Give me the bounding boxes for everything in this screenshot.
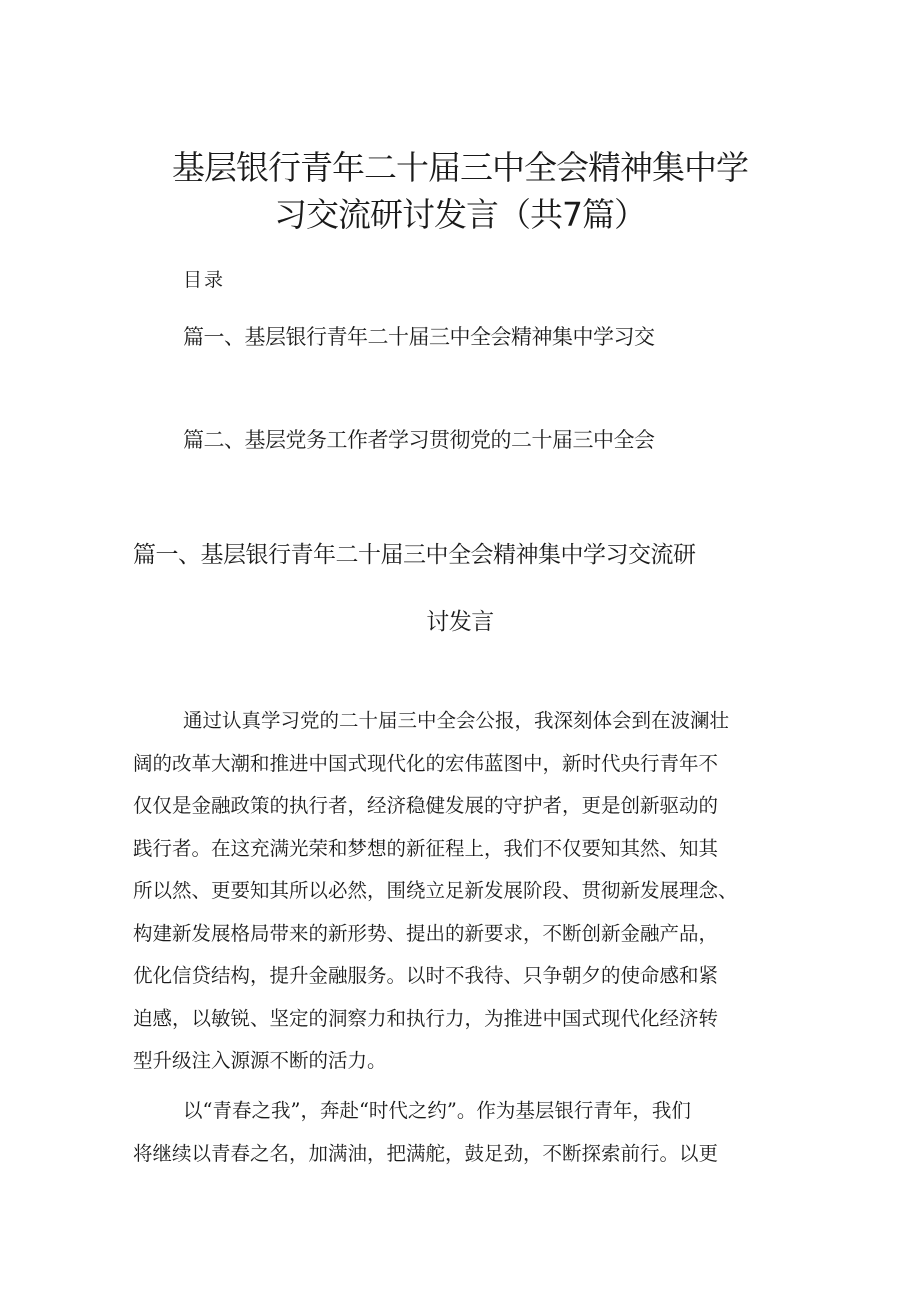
title-line-1: 基层银行青年二十届三中全会精神集中学 xyxy=(172,148,748,187)
section-heading-line-2: 讨发言 xyxy=(426,609,494,635)
document-title xyxy=(0,144,920,238)
paragraph-2 xyxy=(133,1090,803,1175)
paragraph-line: 所以然、更要知其所以必然，围绕立足新发展阶段、贯彻新发展理念、 xyxy=(133,879,738,902)
toc-item-2[interactable]: 篇二、基层党务工作者学习贯彻党的二十届三中全会 xyxy=(183,428,655,452)
paragraph-line: 以“青春之我”，奔赴“时代之约”。作为基层银行青年，我们 xyxy=(183,1099,691,1122)
paragraph-line: 仅仅是金融政策的执行者，经济稳健发展的守护者，更是创新驱动的 xyxy=(133,794,719,817)
paragraph-line: 通过认真学习党的二十届三中全会公报，我深刻体会到在波澜壮 xyxy=(183,709,730,732)
toc-item-1[interactable]: 篇一、基层银行青年二十届三中全会精神集中学习交 xyxy=(183,325,655,349)
paragraph-line: 优化信贷结构，提升金融服务。以时不我待、只争朝夕的使命感和紧 xyxy=(133,964,719,987)
paragraph-line: 型升级注入源源不断的活力。 xyxy=(133,1049,387,1072)
paragraph-line: 构建新发展格局带来的新形势、提出的新要求，不断创新金融产品， xyxy=(133,921,719,945)
toc-label: 目录 xyxy=(183,269,226,291)
paragraph-line: 阔的改革大潮和推进中国式现代化的宏伟蓝图中，新时代央行青年不 xyxy=(133,751,719,775)
paragraph-line: 将继续以青春之名，加满油，把满舵，鼓足劲，不断探索前行。以更 xyxy=(133,1141,719,1165)
section-heading-line-1: 篇一、基层银行青年二十届三中全会精神集中学习交流研 xyxy=(133,542,696,568)
paragraph-line: 迫感，以敏锐、坚定的洞察力和执行力，为推进中国式现代化经济转 xyxy=(133,1006,719,1030)
paragraph-line: 践行者。在这充满光荣和梦想的新征程上，我们不仅要知其然、知其 xyxy=(133,836,719,860)
paragraph-1 xyxy=(133,700,803,1083)
title-line-2: 习交流研讨发言（共7篇） xyxy=(274,195,646,234)
